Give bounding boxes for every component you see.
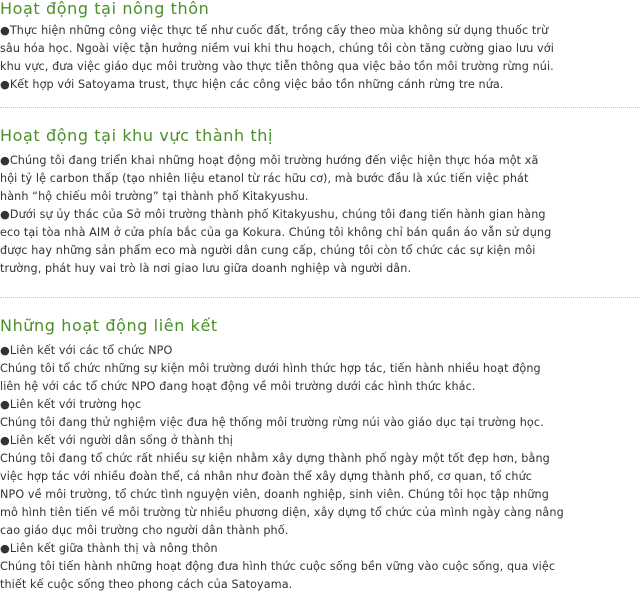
section-body [0,22,640,94]
body-line: ●Liên kết với người dân sống ở thành thị [0,434,233,447]
body-line: hội tỷ lệ carbon thấp (tạo nhiên liệu etanol từ rác hữu cơ), mà bước đầu là xúc tiến việc phát [0,172,529,185]
body-line: ●Liên kết với các tổ chức NPO [0,344,173,357]
body-line: Chúng tôi tổ chức những sự kiện môi trường dưới hình thức hợp tác, tiến hành nhiều hoạt động [0,362,541,375]
body-line: sâu hóa học. Ngoài việc tận hưởng niềm vui khi thu hoạch, chúng tôi còn tăng cường giao lưu với [0,42,554,55]
section-divider [0,297,640,298]
body-line: thiết kế cuộc sống theo phong cách của Satoyama. [0,578,293,591]
body-line: ●Liên kết giữa thành thị và nông thôn [0,542,218,555]
body-line: Chúng tôi đang thử nghiệm việc đưa hệ thống môi trường rừng núi vào giáo dục tại trường học. [0,416,544,429]
body-line: mô hình tiên tiến về môi trường từ nhiều phương diện, xây dựng tổ chức của mình ngày càng nâng [0,506,564,519]
body-line: cao giáo dục môi trường cho người dân thành phố. [0,524,289,537]
section-divider [0,107,640,108]
body-line: ●Liên kết với trường học [0,398,142,411]
body-line: NPO về môi trường, tổ chức tình nguyện viên, doanh nghiệp, sinh viên. Chúng tôi học tập những [0,488,549,501]
body-line: ●Chúng tôi đang triển khai những hoạt động môi trường hướng đến việc hiện thực hóa một xã [0,154,539,167]
body-line: liên hệ với các tổ chức NPO đang hoạt động về môi trường dưới các hình thức khác. [0,380,476,393]
section-urban-activities [0,126,640,278]
section-title: Hoạt động tại khu vực thành thị [0,126,274,145]
body-line: Chúng tôi tiến hành những hoạt động đưa hình thức cuộc sống bền vững vào cuộc sống, qua việc [0,560,556,573]
section-body [0,342,640,594]
body-line: Chúng tôi đang tổ chức rất nhiều sự kiện nhằm xây dựng thành phố ngày một tốt đẹp hơn, bằng [0,452,550,465]
body-line: được hay những sản phẩm eco mà người dân cung cấp, chúng tôi còn tổ chức các sự kiện môi [0,244,536,257]
body-line: eco tại tòa nhà AIM ở cửa phía bắc của ga Kokura. Chúng tôi không chỉ bán quần áo vẫn sử dụng [0,226,552,239]
body-line: trường, phát huy vai trò là nơi giao lưu giữa doanh nghiệp và người dân. [0,262,412,275]
section-rural-activities [0,0,640,94]
body-line: ●Thực hiện những công việc thực tế như cuốc đất, trồng cấy theo mùa không sử dụng thuốc trừ [0,24,549,37]
section-title: Những hoạt động liên kết [0,316,218,335]
section-title: Hoạt động tại nông thôn [0,0,210,18]
body-line: việc hợp tác với nhiều đoàn thể, cá nhân như đoàn thể xây dựng thành phố, cơ quan, tổ chức [0,470,533,483]
body-line: khu vực, đưa việc giáo dục môi trường vào thực tiễn thông qua việc bảo tồn môi trường rừng núi. [0,60,554,73]
body-line: hành “hộ chiếu môi trường” tại thành phố Kitakyushu. [0,190,309,203]
section-partnership-activities [0,316,640,594]
body-line: ●Kết hợp với Satoyama trust, thực hiện các công việc bảo tồn những cánh rừng tre nứa. [0,78,504,91]
section-body [0,152,640,278]
body-line: ●Dưới sự ủy thác của Sở môi trường thành phố Kitakyushu, chúng tôi đang tiến hành gian hàng [0,208,546,221]
